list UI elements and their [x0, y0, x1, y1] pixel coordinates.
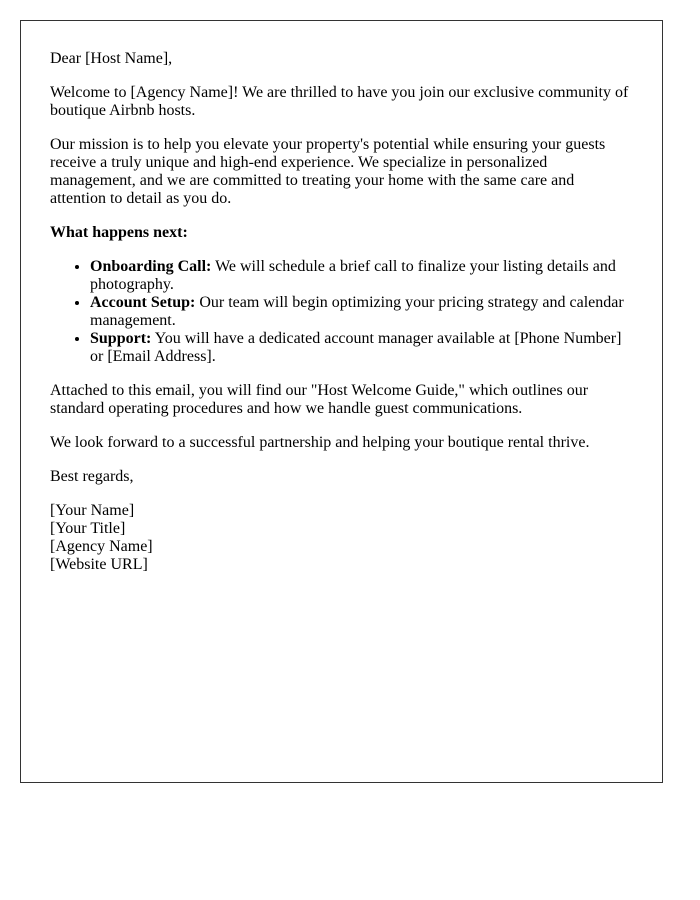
- signature-agency: [Agency Name]: [50, 538, 153, 555]
- signoff: Best regards,: [50, 468, 134, 485]
- attachment-paragraph: Attached to this email, you will find our "Host Welcome Guide," which outlines our standard operating procedures and how we handle guest communications.: [50, 382, 589, 417]
- letter-container: [20, 20, 663, 783]
- list-item: • Account Setup: Our team will begin optimizing your pricing strategy and calendar management.: [90, 294, 633, 330]
- closing-paragraph: We look forward to a successful partnership and helping your boutique rental thrive.: [50, 434, 590, 451]
- list-item: • Support: You will have a dedicated account manager available at [Phone Number] or [Email Address].: [90, 330, 633, 366]
- signature-website: [Website URL]: [50, 556, 148, 573]
- list-item: • Onboarding Call: We will schedule a brief call to finalize your listing details and photography.: [90, 258, 633, 294]
- greeting: Dear [Host Name],: [50, 50, 173, 67]
- intro-paragraph: Welcome to [Agency Name]! We are thrilled to have you join our exclusive community of boutique Airbnb hosts.: [50, 84, 629, 119]
- signature-title: [Your Title]: [50, 520, 126, 537]
- signature-name: [Your Name]: [50, 502, 135, 519]
- mission-paragraph: Our mission is to help you elevate your property's potential while ensuring your guests receive a truly unique and high-end experience. We specialize in personalized management, and we are committed to treating your home with the same care and attention to detail as you do.: [50, 136, 606, 207]
- next-steps-heading: What happens next:: [50, 224, 188, 241]
- signature-block: [50, 502, 633, 574]
- next-steps-list: [50, 258, 633, 366]
